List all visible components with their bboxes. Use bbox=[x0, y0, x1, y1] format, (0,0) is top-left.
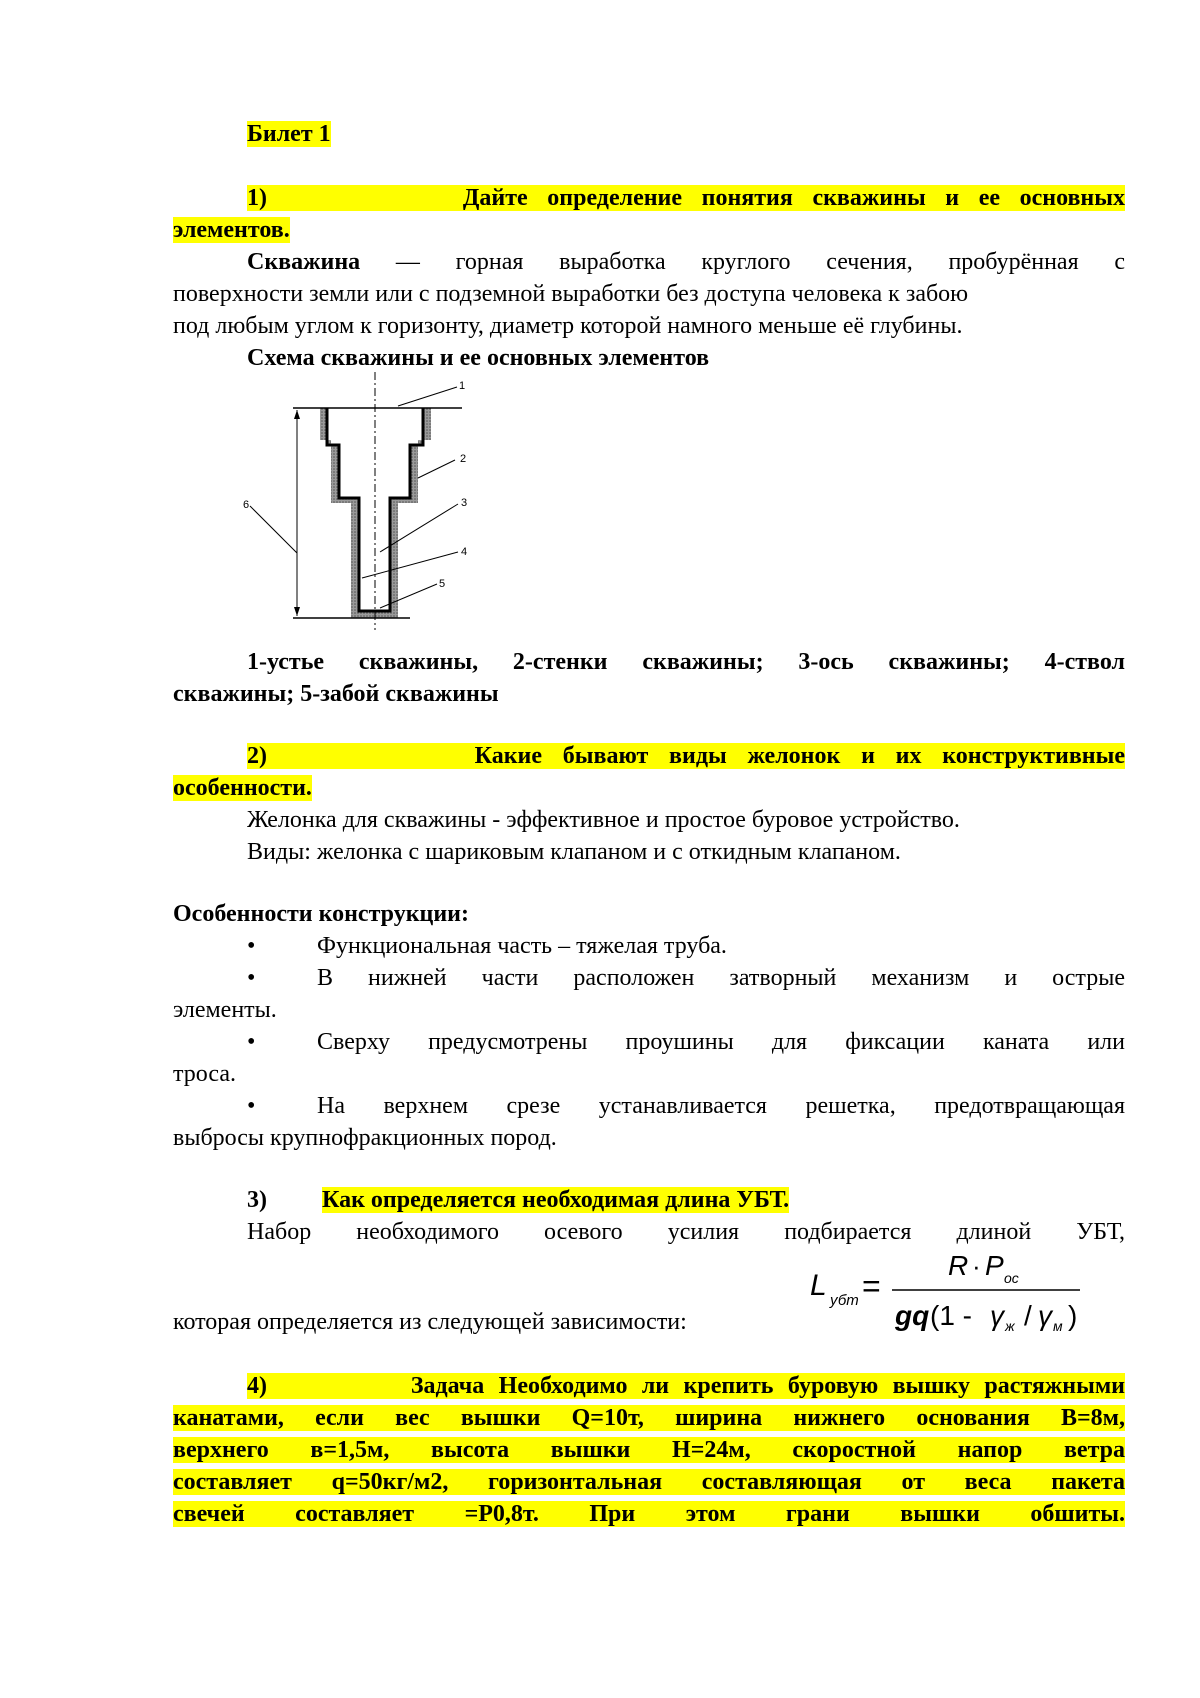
q1-definition-line1: Скважина — горная выработка круглого сечения, пробурённая с bbox=[247, 249, 1125, 275]
formula-num-p-subscript: ос bbox=[1004, 1270, 1019, 1286]
q1-title-line1: 1) Дайте определение понятия скважины и ее основных bbox=[247, 185, 1126, 211]
formula-num-r: R bbox=[948, 1250, 969, 1281]
figure-label-3: 3 bbox=[461, 497, 468, 509]
bullet-icon: • bbox=[247, 933, 256, 959]
q3-text-line2: которая определяется из следующей зависимости: bbox=[173, 1309, 687, 1335]
q2-bullet-4-line1: На верхнем срезе устанавливается решетка, предотвращающая bbox=[317, 1093, 1125, 1119]
formula-den-gamma1-subscript: ж bbox=[1005, 1318, 1015, 1334]
well-schematic-figure bbox=[230, 370, 490, 640]
leader-6 bbox=[250, 506, 297, 553]
q2-title-line2: особенности. bbox=[173, 775, 312, 801]
q2-bullet-2-line2: элементы. bbox=[173, 997, 277, 1023]
depth-arrow-top bbox=[294, 410, 300, 419]
formula-den-open: (1 - bbox=[930, 1300, 972, 1331]
ticket-title: Билет 1 bbox=[247, 121, 331, 147]
q4-line4: составляет q=50кг/м2, горизонтальная составляющая от веса пакета bbox=[173, 1469, 1125, 1495]
formula-den-slash: / bbox=[1024, 1300, 1032, 1331]
q3-number: 3) bbox=[247, 1187, 267, 1213]
figure-label-5: 5 bbox=[439, 578, 446, 590]
bullet-icon: • bbox=[247, 1093, 256, 1119]
q1-title-line2: элементов. bbox=[173, 217, 290, 243]
q1-definition-line2: поверхности земли или с подземной выработки без доступа человека к забою bbox=[173, 281, 969, 307]
q1-legend-line1: 1-устье скважины, 2-стенки скважины; 3-ось скважины; 4-ствол bbox=[247, 649, 1125, 675]
q1-legend-line2: скважины; 5-забой скважины bbox=[173, 681, 499, 707]
bullet-icon: • bbox=[247, 1029, 256, 1055]
q3-title: Как определяется необходимая длина УБТ. bbox=[322, 1187, 790, 1213]
formula-lhs: L bbox=[810, 1269, 827, 1302]
q2-features-title: Особенности конструкции: bbox=[173, 901, 469, 927]
depth-arrow-bottom bbox=[294, 607, 300, 616]
q1-definition-line3: под любым углом к горизонту, диаметр которой намного меньше её глубины. bbox=[173, 313, 963, 339]
figure-label-4: 4 bbox=[461, 546, 468, 558]
figure-label-1: 1 bbox=[459, 380, 466, 392]
formula-lhs-subscript: убт bbox=[830, 1292, 859, 1309]
q2-bullet-1: Функциональная часть – тяжелая труба. bbox=[317, 933, 727, 959]
q4-line3: верхнего в=1,5м, высота вышки Н=24м, скоростной напор ветра bbox=[173, 1437, 1125, 1463]
formula-num-dot: · bbox=[972, 1251, 981, 1281]
formula-den-gamma2: γ bbox=[1038, 1300, 1052, 1331]
ubt-length-formula bbox=[800, 1245, 1090, 1335]
q2-bullet-2-line1: В нижней части расположен затворный механизм и острые bbox=[317, 965, 1125, 991]
q2-text2: Виды: желонка с шариковым клапаном и с откидным клапаном. bbox=[247, 839, 901, 865]
formula-den-prefix: gq bbox=[895, 1300, 930, 1331]
leader-4 bbox=[362, 552, 458, 578]
bullet-icon: • bbox=[247, 965, 256, 991]
q2-title-line1: 2) Какие бывают виды желонок и их конструктивные bbox=[247, 743, 1125, 769]
figure-label-2: 2 bbox=[460, 453, 467, 465]
formula-den-gamma1: γ bbox=[990, 1300, 1004, 1331]
q2-bullet-3-line1: Сверху предусмотрены проушины для фиксации каната или bbox=[317, 1029, 1125, 1055]
formula-den-gamma2-subscript: м bbox=[1053, 1318, 1063, 1334]
q3-text-line1: Набор необходимого осевого усилия подбирается длиной УБТ, bbox=[247, 1219, 1125, 1245]
q4-line2: канатами, если вес вышки Q=10т, ширина нижнего основания В=8м, bbox=[173, 1405, 1125, 1431]
formula-equals: = bbox=[862, 1268, 881, 1304]
leader-2 bbox=[418, 460, 455, 478]
figure-label-6: 6 bbox=[243, 499, 250, 511]
formula-num-p: P bbox=[985, 1250, 1004, 1281]
leader-1 bbox=[398, 387, 457, 406]
formula-den-close: ) bbox=[1068, 1300, 1078, 1331]
q1-scheme-title: Схема скважины и ее основных элементов bbox=[247, 345, 710, 371]
q2-bullet-3-line2: троса. bbox=[173, 1061, 236, 1087]
q2-bullet-4-line2: выбросы крупнофракционных пород. bbox=[173, 1125, 557, 1151]
q2-text1: Желонка для скважины - эффективное и простое буровое устройство. bbox=[247, 807, 960, 833]
q4-line5: свечей составляет =Р0,8т. При этом грани вышки обшиты. bbox=[173, 1501, 1125, 1527]
q4-line1: 4) Задача Необходимо ли крепить буровую вышку растяжными bbox=[247, 1373, 1126, 1399]
